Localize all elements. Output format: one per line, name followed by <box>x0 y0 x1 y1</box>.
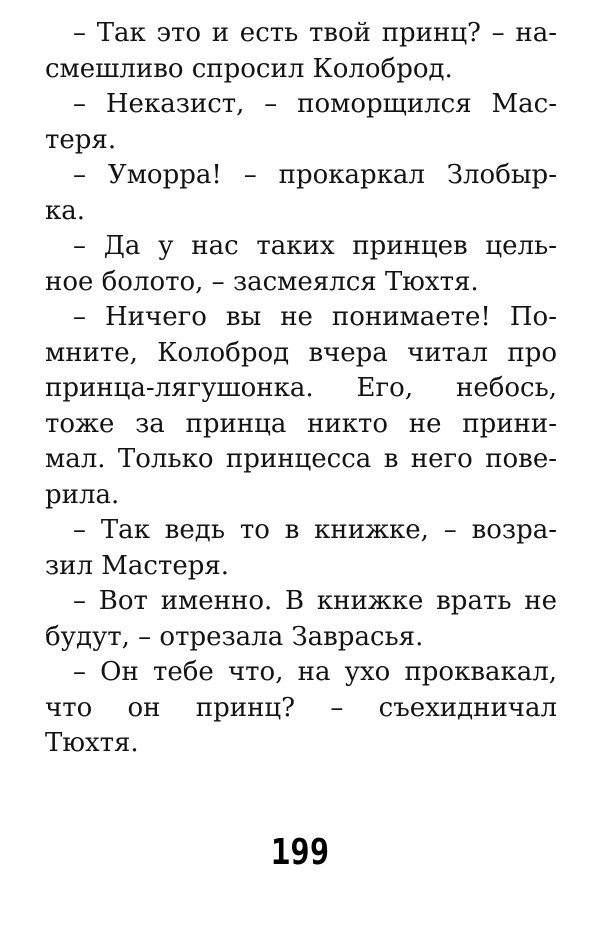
text-line: теря. <box>45 124 117 155</box>
paragraph <box>45 655 557 762</box>
text-line: что он принц? – съехидничал <box>45 692 557 723</box>
text-line: рила. <box>45 479 120 510</box>
paragraph <box>45 513 557 584</box>
paragraph <box>45 229 557 300</box>
text-line: – Уморра! – прокаркал Злобыр- <box>73 160 557 190</box>
paragraph <box>45 87 557 158</box>
text-line: – Ничего вы не понимаете! По- <box>73 302 557 332</box>
text-line: – Он тебе что, на ухо проквакал, <box>73 657 557 687</box>
text-line: – Вот именно. В книжке врать не <box>73 586 557 616</box>
paragraph <box>45 300 557 513</box>
page-number: 199 <box>270 832 330 873</box>
text-line: смешливо спросил Колоброд. <box>45 53 453 84</box>
text-line: тоже за принца никто не прини- <box>45 408 557 439</box>
text-line: – Да у нас таких принцев цель- <box>73 231 557 261</box>
text-line: – Неказист, – поморщился Мас- <box>73 89 557 119</box>
text-line: принца-лягушонка. Его, небось, <box>45 373 557 403</box>
paragraph <box>45 16 557 87</box>
text-line: мните, Колоброд вчера читал про <box>45 337 557 368</box>
text-line: ное болото, – засмеялся Тюхтя. <box>45 266 479 297</box>
paragraph <box>45 158 557 229</box>
paragraph <box>45 584 557 655</box>
text-line: зил Мастеря. <box>45 550 230 581</box>
text-line: Тюхтя. <box>45 728 139 758</box>
text-line: будут, – отрезала Заврасья. <box>45 621 424 652</box>
text-line: ка. <box>45 195 86 226</box>
text-line: – Так ведь то в книжке, – возра- <box>73 515 557 545</box>
page-text <box>45 16 557 762</box>
text-line: мал. Только принцесса в него пове- <box>45 444 557 474</box>
text-line: – Так это и есть твой принц? – на- <box>73 18 557 48</box>
